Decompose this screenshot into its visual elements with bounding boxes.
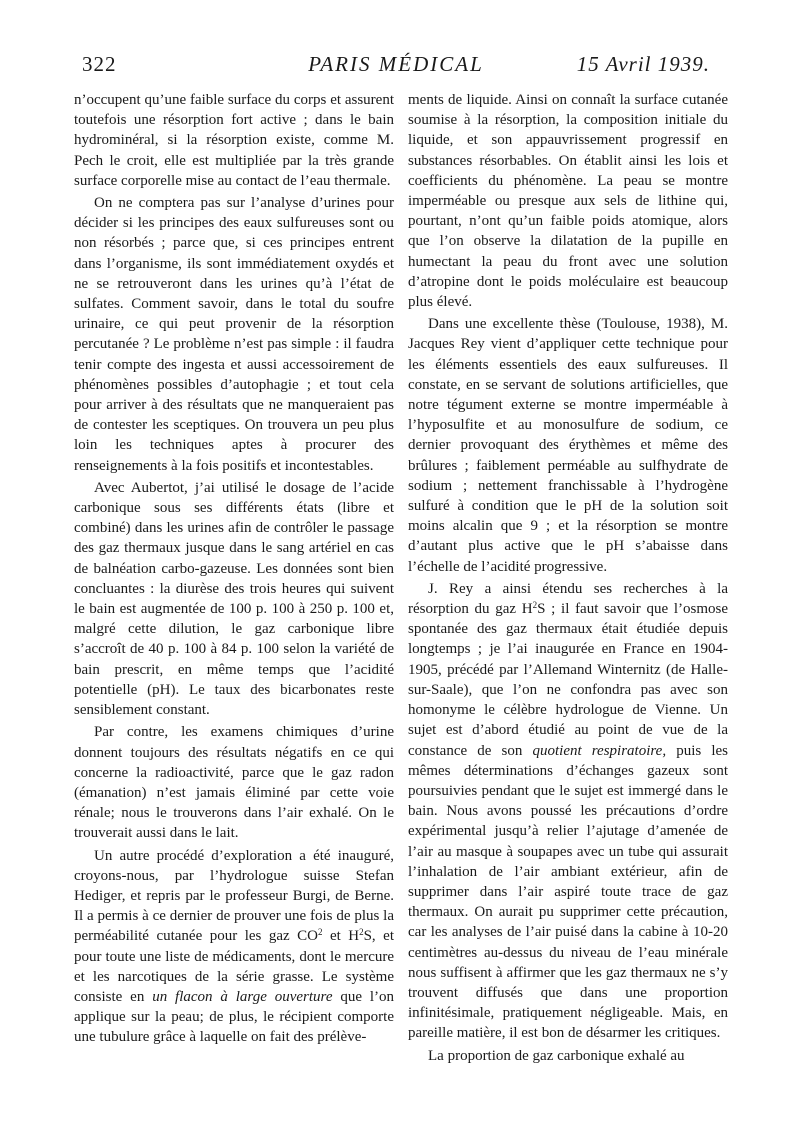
text-run: puis les mêmes déterminations d’échanges gazeux sont poursuivies pendant que le sujet est immergé dans le bain. Nous avons poussé les précautions d’ordre expérimental jusqu’à relier l’ajutage d’amenée de l’air au masque à soupapes avec un tube qui assurait l’inhalation de l’air ambiant extérieur, afin de supprimer dans l’air aspiré toute trace de gaz thermaux. On aurait pu supprimer cette précaution, car les analyses de l’air puisé dans la cabine à 10-20 centimètres au-dessus du niveau de l’eau minérale nous suffisent à affirmer que les gaz thermaux ne s’y trouvent diffusés que dans une proportion infinitésimale, pratiquement négligeable. Mais, en pareille matière, il est bon de désarmer les critiques. bbox=[408, 742, 729, 1042]
superscript: 2 bbox=[317, 927, 323, 938]
superscript: 2 bbox=[359, 927, 364, 938]
running-header bbox=[82, 52, 710, 82]
paragraph bbox=[74, 846, 394, 1048]
paragraph: n’occupent qu’une faible surface du corps et assurent toutefois une résorption fort active ; dans le bain hydrominéral, si la résorption existe, comme M. Pech le croit, elle est multipliée par la très grande surface corporelle mise au contact de l’eau thermale. bbox=[74, 92, 394, 189]
text-run: J. Rey a ainsi étendu ses recherches à la résorption du gaz H bbox=[408, 580, 728, 618]
paragraph: Dans une excellente thèse (Toulouse, 1938), M. Jacques Rey vient d’appliquer cette technique pour les éléments essentiels des eaux sulfureuses. Il constate, en se servant de solutions artificielles, que notre tégument externe se montre imperméable à l’hyposulfite et au monosulfure de sodium, ce dernier provoquant des érythèmes et même des brûlures ; faiblement perméable au sulfhydrate de sodium ; nettement franchissable à l’hydrogène sulfuré à condition que le pH de la solution soit moins alcalin que 9 ; et la résorption se montre d’autant plus active que le pH s’abaisse dans l’échelle de l’acidité progressive. bbox=[408, 316, 728, 575]
page-number: 322 bbox=[82, 52, 117, 76]
superscript: 2 bbox=[532, 600, 538, 611]
paragraph: Avec Aubertot, j’ai utilisé le dosage de l’acide carbonique sous ses différents états (libre et combiné) dans les urines afin de contrôler le passage des gaz thermaux jusque dans le sang artériel en cas de balnéation carbo-gazeuse. Les données sont bien concluantes : la diurèse des trois heures qui suivent le bain est augmentée de 100 p. 100 à 250 p. 100 et, malgré cette dilution, le gaz carbonique libre s’accroît de 40 p. 100 à 84 p. 100 selon la variété de bain prescrit, en même temps que l’acidité potentielle (pH). Le taux des bicarbonates reste sensiblement constant. bbox=[74, 479, 394, 719]
right-column bbox=[408, 90, 728, 1066]
text-run: que l’on applique sur la peau; de plus, le récipient comporte une tubulure grâce à laquelle on fait des prélève- bbox=[74, 988, 395, 1046]
text-run: et H bbox=[322, 928, 360, 945]
issue-date: 15 Avril 1939. bbox=[576, 52, 710, 76]
left-column bbox=[74, 90, 394, 1048]
text-run: S ; il faut savoir que l’osmose spontanée des gaz thermaux était étudiée depuis longtemps ; je l’ai inaugurée en France en 1904-1905, précédé par l’Allemand Winternitz (de Halle-sur-Saale), que l’on ne confondra pas avec son homonyme le célèbre hydrologue de Vienne. Un sujet est d’abord étudié au point de vue de la constance de son bbox=[408, 601, 728, 759]
paragraph bbox=[408, 579, 728, 1044]
text-run: Un autre procédé d’exploration a été inauguré, croyons-nous, par l’hydrologue suisse Stefan Hediger, et repris par le professeur Burgi, de Berne. Il a permis à ce dernier de prouver une fois de plus la perméabilité cutanée pour les gaz CO bbox=[74, 847, 394, 945]
paragraph: La proportion de gaz carbonique exhalé au bbox=[428, 1047, 685, 1064]
italic-phrase: un flacon à large ouverture bbox=[152, 988, 333, 1005]
paragraph: On ne comptera pas sur l’analyse d’urines pour décider si les principes des eaux sulfureuses sont ou non résorbés ; parce que, si ces principes entrent dans l’organisme, ils sont immédiatement oxydés et ne se retrouveront dans les urines qu’à l’état de sulfates. Comment savoir, dans le total du soufre urinaire, ce qui peut provenir de la résorption percutanée ? Le problème n’est pas simple : il faudra tenir compte des ingesta et aussi accessoirement de phénomènes possibles d’autophagie ; et tout cela pour arriver à des résultats que ne manqueraient pas de contester les sceptiques. On trouvera un peu plus loin les techniques aptes à procurer des renseignements à la fois positifs et incontestables. bbox=[74, 195, 394, 474]
italic-phrase: quotient respiratoire, bbox=[532, 742, 667, 759]
paragraph: ments de liquide. Ainsi on connaît la surface cutanée soumise à la résorption, la composition initiale du liquide, et son appauvrissement progressif en substances résorbables. On établit ainsi les lois et coefficients du phénomène. La peau se montre imperméable ou presque aux sels de lithine qui, pourtant, n’ont qu’un faible poids atomique, alors que l’on observe la dilatation de la pupille en humectant la peau du front avec une solution d’atropine dont le poids moléculaire est beaucoup plus élevé. bbox=[408, 92, 728, 311]
text-run: S, et pour toute une liste de médicaments, dont le mercure et les narcotiques de la série grasse. Le système consiste en bbox=[74, 928, 394, 1005]
paragraph: Par contre, les examens chimiques d’urine donnent toujours des résultats négatifs en ce qui concerne la radioactivité, parce que le gaz radon (émanation) n’est jamais éliminé par cette voie rénale; nous le trouverons dans l’air exhalé. On le trouverait aussi dans le lait. bbox=[74, 724, 394, 842]
journal-title: PARIS MÉDICAL bbox=[308, 52, 484, 76]
